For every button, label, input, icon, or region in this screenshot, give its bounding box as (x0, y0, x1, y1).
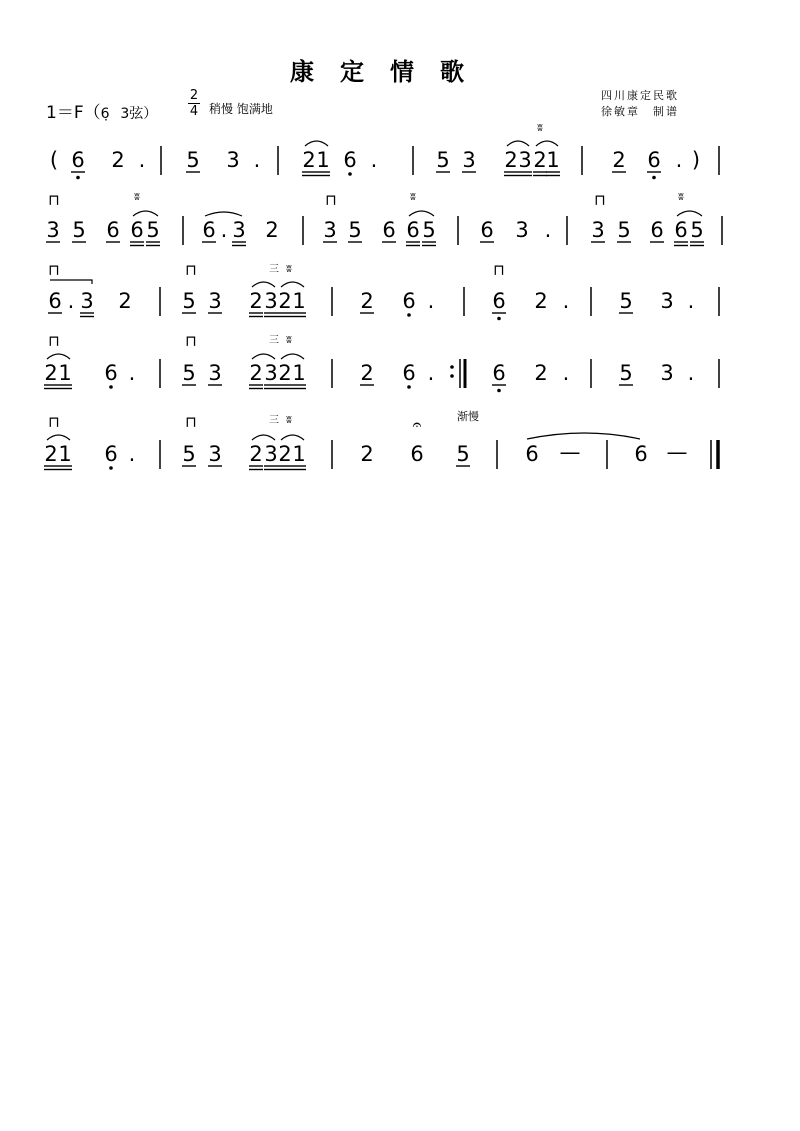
note: ) (691, 148, 701, 172)
down-bow-mark: ⊓ (325, 191, 337, 209)
trill-mark: ʬ (678, 190, 684, 203)
note: 6 (650, 218, 664, 242)
note: 6 (406, 218, 420, 242)
note: 2 (534, 289, 548, 313)
note: 3 (208, 442, 222, 466)
note: 3 (232, 218, 246, 242)
dotted-rhythm: . (544, 218, 552, 242)
note: 2 (302, 148, 316, 172)
dotted-rhythm: . (128, 442, 136, 466)
note: 1 (316, 148, 330, 172)
string-b: 3 (120, 106, 130, 122)
sustain-dash: — (666, 440, 688, 464)
note: 5 (456, 442, 470, 466)
note: 6 (492, 289, 506, 313)
note: 6 (106, 218, 120, 242)
note: 3 (226, 148, 240, 172)
note: 1 (546, 148, 560, 172)
song-title: 康定情歌 (290, 58, 490, 86)
down-bow-mark: ⊓ (185, 413, 197, 431)
triplet-mark: 三 (269, 335, 279, 346)
note: 2 (612, 148, 626, 172)
note: 2 (278, 289, 292, 313)
key-suffix: 弦） (129, 106, 158, 122)
slur (677, 211, 702, 216)
slur (252, 354, 275, 359)
note: 2 (118, 289, 132, 313)
note: 3 (518, 148, 532, 172)
note: 3 (515, 218, 529, 242)
note: 5 (619, 361, 633, 385)
note: 2 (534, 361, 548, 385)
dotted-rhythm: . (253, 148, 261, 172)
slur (252, 282, 275, 287)
note: 3 (80, 289, 94, 313)
note: 5 (186, 148, 200, 172)
low-octave-dot (497, 317, 501, 321)
repeat-dot (450, 365, 454, 369)
low-octave-dot (109, 385, 113, 389)
down-bow-mark: ⊓ (594, 191, 606, 209)
note: 5 (182, 289, 196, 313)
triplet-mark: 三 (269, 415, 279, 426)
dotted-rhythm: . (128, 361, 136, 385)
note: 2 (278, 361, 292, 385)
key-prefix: 1＝F（ (46, 103, 101, 123)
slur (536, 141, 558, 146)
low-octave-dot (407, 313, 411, 317)
note: 2 (360, 361, 374, 385)
slur (133, 211, 158, 216)
note: 6 (104, 361, 118, 385)
note: 2 (249, 442, 263, 466)
dotted-rhythm: . (427, 289, 435, 313)
slur (252, 435, 275, 440)
slur (47, 354, 70, 359)
down-bow-mark: ⊓ (185, 332, 197, 350)
note: 1 (292, 289, 306, 313)
down-bow-mark: ⊓ (48, 413, 60, 431)
note: 1 (58, 361, 72, 385)
note: 3 (264, 361, 278, 385)
note: 6 (674, 218, 688, 242)
note: 5 (617, 218, 631, 242)
dotted-rhythm: . (427, 361, 435, 385)
note: 2 (249, 289, 263, 313)
slur (507, 141, 529, 146)
note: 2 (265, 218, 279, 242)
dotted-rhythm: . (138, 148, 146, 172)
note: 1 (292, 442, 306, 466)
note: 6 (402, 361, 416, 385)
note: 5 (690, 218, 704, 242)
note: ( (49, 148, 59, 172)
note: 2 (533, 148, 547, 172)
slur (409, 211, 434, 216)
note: 5 (182, 361, 196, 385)
dotted-rhythm: . (220, 218, 228, 242)
down-bow-mark: ⊓ (185, 261, 197, 279)
down-bow-mark: ⊓ (48, 191, 60, 209)
string-a: 6̣ (100, 106, 110, 122)
low-octave-dot (109, 466, 113, 470)
down-bow-mark: ⊓ (493, 261, 505, 279)
note: 3 (591, 218, 605, 242)
note: 6 (343, 148, 357, 172)
dotted-rhythm: . (370, 148, 378, 172)
note: 5 (422, 218, 436, 242)
meter-bottom: 4 (189, 104, 199, 119)
meter-top: 2 (189, 88, 199, 103)
note: 6 (48, 289, 62, 313)
trill-mark: ʬ (286, 333, 292, 346)
note: 2 (360, 442, 374, 466)
note: 2 (278, 442, 292, 466)
note: 5 (182, 442, 196, 466)
note: 6 (104, 442, 118, 466)
tie (50, 280, 92, 284)
ritardando-mark: 渐慢 (457, 410, 479, 423)
source-credit: 四川康定民歌 (601, 89, 679, 102)
slur (281, 282, 304, 287)
dotted-rhythm: . (562, 361, 570, 385)
note: 2 (44, 442, 58, 466)
note: 2 (44, 361, 58, 385)
note: 3 (264, 442, 278, 466)
slur (281, 354, 304, 359)
note: 5 (72, 218, 86, 242)
note: 5 (146, 218, 160, 242)
note: 1 (292, 361, 306, 385)
trill-mark: ʬ (286, 262, 292, 275)
low-octave-dot (76, 176, 80, 180)
dotted-rhythm: . (562, 289, 570, 313)
dotted-rhythm: . (675, 148, 683, 172)
note: 6 (202, 218, 216, 242)
note: 2 (360, 289, 374, 313)
slur (305, 141, 328, 146)
trill-mark: ʬ (537, 121, 543, 134)
note: 6 (492, 361, 506, 385)
note: 3 (660, 361, 674, 385)
triplet-mark: 三 (269, 264, 279, 275)
note: 3 (208, 289, 222, 313)
tie (527, 433, 640, 439)
note: 2 (111, 148, 125, 172)
note: 6 (130, 218, 144, 242)
dotted-rhythm: . (687, 361, 695, 385)
fermata-mark: 𝄐 (412, 415, 422, 434)
note: 2 (504, 148, 518, 172)
note: 3 (264, 289, 278, 313)
trill-mark: ʬ (286, 413, 292, 426)
trill-mark: ʬ (410, 190, 416, 203)
note: 1 (58, 442, 72, 466)
low-octave-dot (407, 385, 411, 389)
note: 6 (402, 289, 416, 313)
tempo-marking: 稍慢 饱满地 (209, 102, 273, 116)
arranger-credit: 徐敏章 制谱 (601, 105, 679, 118)
note: 6 (410, 442, 424, 466)
sustain-dash: — (559, 440, 581, 464)
slur (47, 435, 70, 440)
note: 3 (660, 289, 674, 313)
tie (205, 212, 242, 216)
note: 3 (208, 361, 222, 385)
note: 2 (249, 361, 263, 385)
note: 6 (480, 218, 494, 242)
note: 5 (348, 218, 362, 242)
down-bow-mark: ⊓ (48, 332, 60, 350)
note: 3 (462, 148, 476, 172)
dotted-rhythm: . (687, 289, 695, 313)
note: 5 (436, 148, 450, 172)
note: 6 (382, 218, 396, 242)
trill-mark: ʬ (134, 190, 140, 203)
low-octave-dot (652, 176, 656, 180)
repeat-dot (450, 374, 454, 378)
slur (281, 435, 304, 440)
note: 6 (71, 148, 85, 172)
low-octave-dot (348, 172, 352, 176)
down-bow-mark: ⊓ (48, 261, 60, 279)
note: 5 (619, 289, 633, 313)
dotted-rhythm: . (67, 289, 75, 313)
note: 3 (323, 218, 337, 242)
note: 6 (525, 442, 539, 466)
note: 3 (46, 218, 60, 242)
low-octave-dot (497, 389, 501, 393)
note: 6 (647, 148, 661, 172)
note: 6 (634, 442, 648, 466)
